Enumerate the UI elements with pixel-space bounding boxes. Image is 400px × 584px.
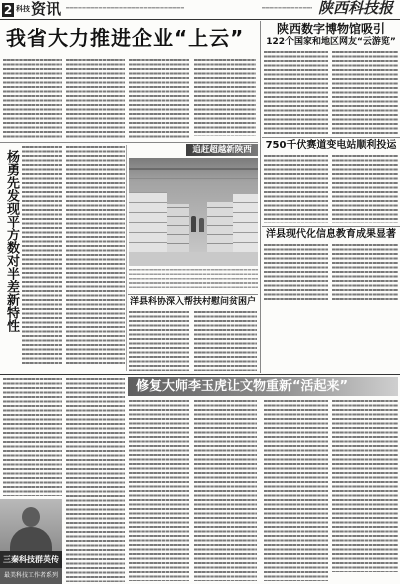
ceiling-beam xyxy=(129,168,258,170)
box-stack xyxy=(233,194,258,252)
cloud-article-headline: 我省大力推进企业“上云” xyxy=(6,26,245,50)
header-date-line xyxy=(262,7,312,10)
bottom-section-rule xyxy=(0,374,400,375)
portrait-shoulders xyxy=(10,527,52,551)
museum-article-text-col-1 xyxy=(264,51,328,136)
header-editor-line xyxy=(66,7,184,10)
substation-article-text-col-2 xyxy=(332,155,398,223)
section-label-large: 资讯 xyxy=(31,0,62,18)
math-article-text-col-2 xyxy=(66,146,125,364)
cloud-article-text-col-2 xyxy=(66,59,125,140)
box-stack xyxy=(167,204,189,252)
museum-article-headline-line-1: 陕西数字博物馆吸引 xyxy=(276,22,385,36)
feature-article-text-col-3 xyxy=(129,400,189,581)
column-rule-math xyxy=(126,145,127,371)
section-label-small: 科技 xyxy=(16,5,30,13)
box-stack xyxy=(129,192,167,252)
math-article-text-col-1 xyxy=(22,146,62,364)
cloud-article-text-col-4 xyxy=(194,59,256,136)
ceiling-beam xyxy=(129,178,258,179)
feature-article-text-col-5 xyxy=(264,400,328,581)
portrait-photo xyxy=(0,499,62,551)
museum-article-text-col-2 xyxy=(332,51,398,136)
series-box xyxy=(0,499,62,584)
substation-article-headline: 750千伏赛道变电站顺利投运 xyxy=(265,140,397,151)
right-column-rule xyxy=(260,21,261,373)
series-title: 三秦科技群英传 xyxy=(0,551,62,568)
floor xyxy=(129,252,258,266)
portrait-head xyxy=(22,507,40,527)
cloud-article-text-col-3 xyxy=(129,59,189,140)
box-stack xyxy=(207,202,233,252)
museum-article-headline-line-2: 122个国家和地区网友“云游览” xyxy=(266,37,396,47)
photo-rule xyxy=(128,294,258,295)
substation-article-text-col-1 xyxy=(264,155,328,223)
header-rule xyxy=(0,19,400,20)
warehouse-photo xyxy=(129,158,258,266)
series-subtitle: 最美科技工作者系列 xyxy=(0,568,62,584)
poverty-article-text-col-2 xyxy=(194,311,257,371)
education-article-text-col-2 xyxy=(332,244,398,302)
feature-article-text-col-6 xyxy=(332,400,398,572)
feature-banner xyxy=(128,377,398,396)
cloud-article-text-col-1 xyxy=(3,59,62,140)
worker-figure xyxy=(199,218,204,232)
substation-article-rule xyxy=(262,226,400,227)
poverty-article-text-col-1 xyxy=(129,311,189,371)
feature-article-headline: 修复大师李玉虎让文物重新“活起来” xyxy=(136,379,349,394)
masthead: 陕西科技报 xyxy=(318,0,394,17)
page-number-badge: 2 xyxy=(3,3,13,17)
column-banner: 追赶超越新陕西 xyxy=(186,144,258,156)
feature-article-text-col-1 xyxy=(3,378,62,496)
education-article-headline: 洋县现代化信息教育成果显著 xyxy=(266,229,396,240)
museum-article-rule xyxy=(262,137,400,138)
math-article-headline: 杨勇先发现平方数对半差新特性 xyxy=(4,150,19,332)
education-article-text-col-1 xyxy=(264,244,328,302)
cloud-article-rule xyxy=(0,142,258,143)
worker-figure xyxy=(191,216,196,232)
feature-article-text-col-4 xyxy=(194,400,257,581)
feature-article-text-col-2 xyxy=(66,378,125,582)
poverty-article-headline: 洋县科协深入帮扶村慰问贫困户 xyxy=(130,297,257,307)
photo-caption xyxy=(129,269,258,291)
